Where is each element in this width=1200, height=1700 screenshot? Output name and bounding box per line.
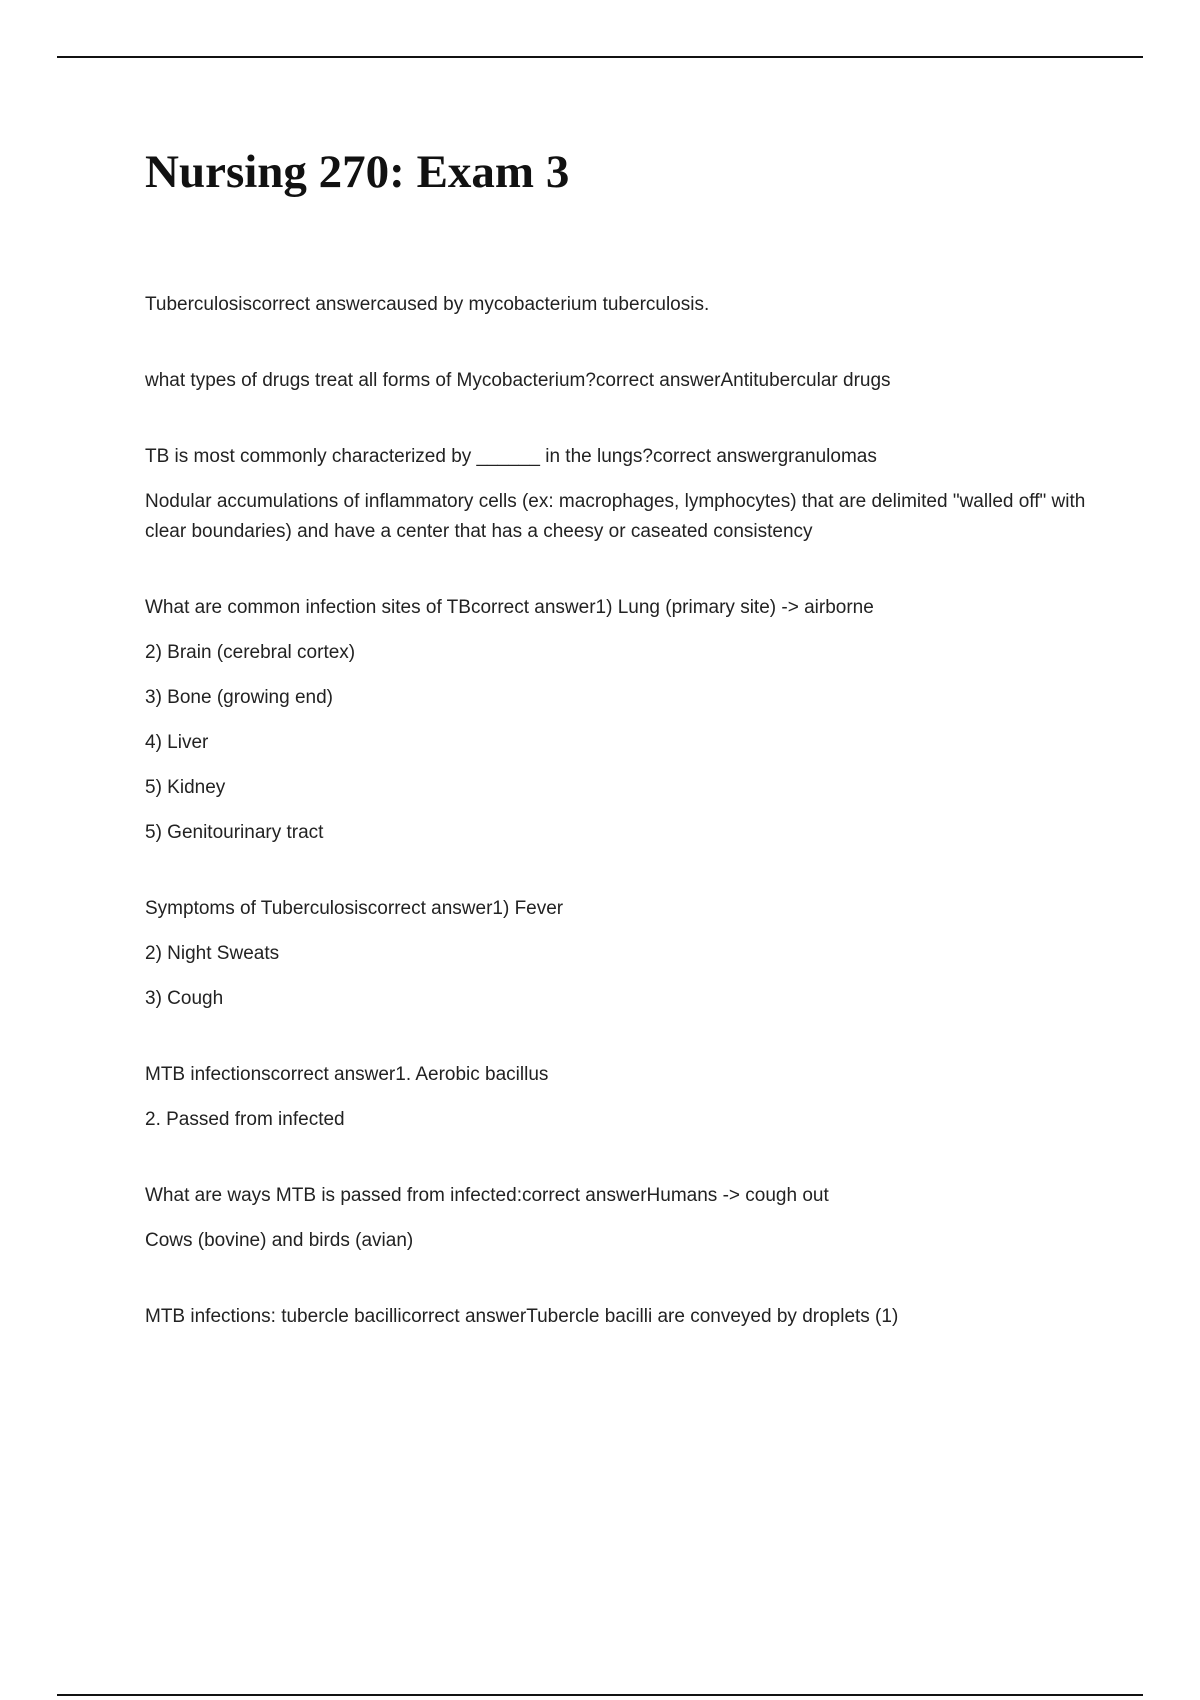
qa-item-transmission — [145, 1181, 1090, 1256]
qa-list — [145, 290, 1090, 1378]
qa-item-mtb-infections — [145, 1060, 1090, 1135]
qa-item-tubercle-bacilli — [145, 1302, 1090, 1332]
qa-line: 5) Kidney — [145, 777, 226, 798]
qa-line: Nodular accumulations of inflammatory cells (ex: macrophages, lymphocytes) that are delimited "walled off" with clear boundaries) and have a center that has a cheesy or caseated consistency — [145, 491, 1086, 542]
qa-line: Symptoms of Tuberculosiscorrect answer1) Fever — [145, 898, 564, 919]
top-divider — [57, 56, 1143, 58]
qa-line: Cows (bovine) and birds (avian) — [145, 1230, 414, 1251]
qa-item-tuberculosis — [145, 290, 1090, 320]
qa-line: 5) Genitourinary tract — [145, 822, 324, 843]
qa-line: 4) Liver — [145, 732, 209, 753]
qa-line: 2) Brain (cerebral cortex) — [145, 642, 356, 663]
bottom-divider — [57, 1694, 1143, 1696]
qa-line: 3) Cough — [145, 988, 224, 1009]
qa-item-drug-types — [145, 366, 1090, 396]
qa-line: TB is most commonly characterized by ______ in the lungs?correct answergranulomas — [145, 446, 877, 467]
qa-line: what types of drugs treat all forms of Mycobacterium?correct answerAntitubercular drugs — [145, 370, 891, 391]
qa-line: 2. Passed from infected — [145, 1109, 345, 1130]
qa-line: Tuberculosiscorrect answercaused by mycobacterium tuberculosis. — [145, 294, 710, 315]
page-title: Nursing 270: Exam 3 — [145, 146, 570, 198]
qa-line: MTB infectionscorrect answer1. Aerobic bacillus — [145, 1064, 549, 1085]
qa-item-granulomas — [145, 442, 1090, 547]
qa-item-infection-sites — [145, 593, 1090, 848]
qa-line: MTB infections: tubercle bacillicorrect answerTubercle bacilli are conveyed by droplets (1) — [145, 1306, 899, 1327]
qa-line: 2) Night Sweats — [145, 943, 280, 964]
qa-item-symptoms — [145, 894, 1090, 1014]
qa-line: What are ways MTB is passed from infected:correct answerHumans -> cough out — [145, 1185, 829, 1206]
qa-line: 3) Bone (growing end) — [145, 687, 333, 708]
qa-line: What are common infection sites of TBcorrect answer1) Lung (primary site) -> airborne — [145, 597, 874, 618]
